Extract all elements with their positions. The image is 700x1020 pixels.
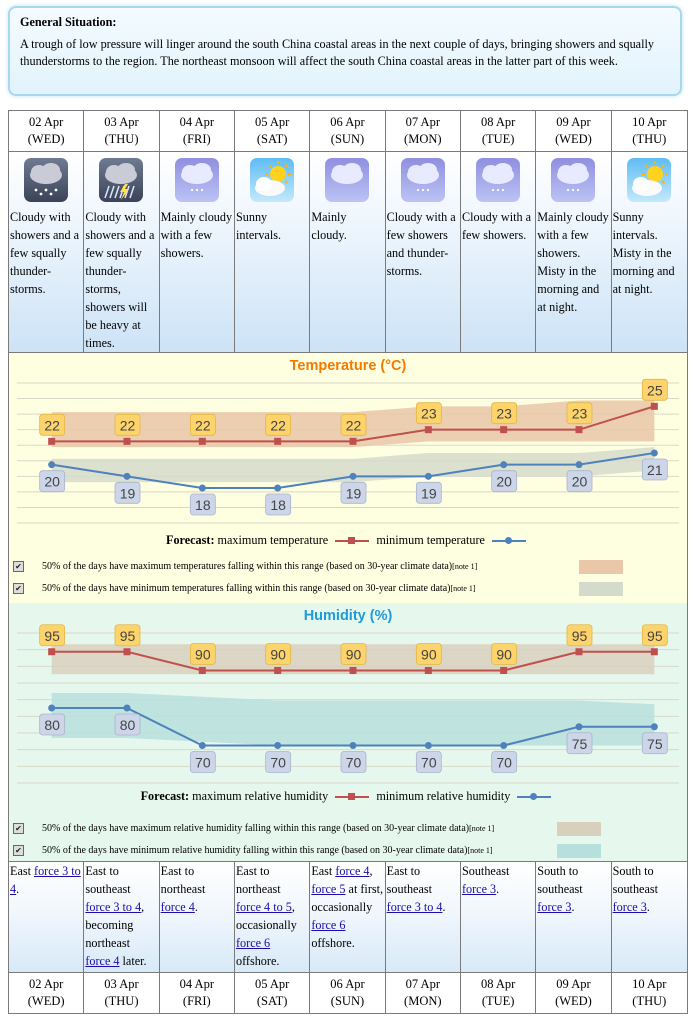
temperature-chart-title: Temperature (°C) bbox=[289, 358, 407, 374]
max-value-label: 23 bbox=[496, 405, 512, 422]
light-showers-icon bbox=[476, 158, 520, 202]
note-link[interactable]: [note 1] bbox=[450, 584, 476, 593]
min-value-label: 20 bbox=[496, 473, 512, 490]
wind-text: East bbox=[311, 864, 336, 878]
min-value-label: 70 bbox=[195, 754, 211, 771]
hum-min-range-toggle[interactable] bbox=[9, 845, 687, 856]
range-max-text: 50% of the days have maximum temperatures falling within this range (based on 30-year climate data) bbox=[42, 561, 453, 572]
max-point bbox=[274, 438, 281, 445]
legend-max-label: maximum temperature bbox=[217, 533, 329, 547]
min-range-swatch bbox=[557, 844, 601, 858]
max-value-label: 90 bbox=[270, 646, 286, 663]
min-point bbox=[199, 485, 206, 492]
weather-icon-wrap bbox=[10, 152, 82, 208]
beaufort-force-link[interactable]: force 4 bbox=[335, 864, 370, 878]
humidity-chart-title: Humidity (%) bbox=[303, 608, 393, 624]
weather-cell bbox=[160, 152, 235, 352]
note-link[interactable]: [note 1] bbox=[469, 824, 495, 833]
sunny-intervals-icon bbox=[250, 158, 294, 202]
heavy-showers-icon bbox=[24, 158, 68, 202]
max-point bbox=[48, 438, 55, 445]
max-value-label: 22 bbox=[195, 417, 211, 434]
beaufort-force-link[interactable]: force 6 bbox=[235, 936, 271, 950]
date-label: 10 Apr bbox=[632, 115, 667, 129]
wind-text: East to southeast bbox=[85, 864, 131, 896]
humidity-chart-panel bbox=[9, 603, 687, 862]
beaufort-force-link[interactable]: force 3 bbox=[537, 900, 572, 914]
date-label: 05 Apr bbox=[254, 115, 290, 129]
weather-cell bbox=[536, 152, 611, 352]
cloudy-icon bbox=[325, 158, 369, 202]
date-label: 04 Apr bbox=[179, 977, 214, 991]
weekday-label: (SUN) bbox=[330, 132, 365, 146]
max-point bbox=[48, 648, 55, 655]
weekday-label: (MON) bbox=[404, 994, 442, 1008]
weather-cell bbox=[386, 152, 461, 352]
max-value-label: 90 bbox=[421, 646, 437, 663]
wind-row bbox=[9, 862, 687, 972]
min-value-label: 80 bbox=[44, 717, 60, 733]
wind-text: , bbox=[369, 864, 373, 878]
light-showers-icon bbox=[551, 158, 595, 202]
wind-text: offshore. bbox=[235, 954, 280, 968]
min-value-label: 19 bbox=[421, 485, 437, 502]
wind-text: , becoming northeast bbox=[85, 900, 145, 950]
checkbox[interactable]: ✔ bbox=[13, 823, 24, 834]
legend-max-marker bbox=[335, 535, 369, 547]
max-value-label: 95 bbox=[571, 627, 588, 644]
weather-icon-wrap bbox=[161, 152, 233, 208]
min-range-swatch bbox=[579, 582, 623, 596]
beaufort-force-link[interactable]: force 3 to 4 bbox=[386, 900, 443, 914]
weather-cell bbox=[84, 152, 159, 352]
max-point bbox=[274, 667, 281, 674]
date-label: 10 Apr bbox=[632, 977, 667, 991]
beaufort-force-link[interactable]: force 5 bbox=[311, 882, 346, 896]
max-point bbox=[425, 426, 432, 433]
date-cell bbox=[536, 973, 611, 1014]
date-header-row bbox=[9, 111, 687, 152]
weekday-label: (TUE) bbox=[481, 132, 515, 146]
min-point bbox=[425, 742, 432, 749]
wind-text: . bbox=[442, 900, 446, 914]
weather-cell bbox=[9, 152, 84, 352]
date-label: 06 Apr bbox=[330, 115, 365, 129]
max-range-swatch bbox=[557, 822, 601, 836]
max-range-swatch bbox=[579, 560, 623, 574]
min-value-label: 70 bbox=[345, 754, 362, 771]
date-cell bbox=[84, 973, 159, 1014]
min-value-label: 70 bbox=[421, 754, 437, 771]
general-situation-text: A trough of low pressure will linger around the south China coastal areas in the next couple of days, bringing showers and squally thunderstorms to the region. The northeast monsoon will affect the south China coastal areas in the latter part of this week. bbox=[20, 37, 654, 68]
date-label: 05 Apr bbox=[254, 977, 290, 991]
wind-text: East to southeast bbox=[386, 864, 432, 896]
legend-max-marker bbox=[335, 791, 369, 803]
note-link[interactable]: [note 1] bbox=[467, 846, 493, 855]
legend-prefix: Forecast: bbox=[166, 533, 215, 547]
min-value-label: 20 bbox=[44, 473, 60, 490]
temp-max-range-toggle[interactable] bbox=[9, 561, 687, 572]
weather-row bbox=[9, 152, 687, 353]
weather-description: Cloudy with showers and a few squally thunder-storms, showers will be heavy at times. bbox=[85, 210, 155, 350]
max-value-label: 90 bbox=[195, 646, 211, 663]
weather-icon-wrap bbox=[387, 152, 459, 208]
weekday-label: (THU) bbox=[104, 132, 139, 146]
weekday-label: (THU) bbox=[104, 994, 139, 1008]
weekday-label: (MON) bbox=[404, 132, 442, 146]
weather-icon-wrap bbox=[537, 152, 609, 208]
wind-text: Southeast bbox=[461, 864, 510, 878]
range-min-text: 50% of the days have minimum relative humidity falling within this range (based on 30-year climate data) bbox=[42, 845, 468, 856]
wind-text: South to southeast bbox=[612, 864, 658, 896]
wind-cell bbox=[235, 862, 310, 972]
min-point bbox=[274, 485, 281, 492]
max-point bbox=[425, 667, 432, 674]
max-point bbox=[500, 426, 507, 433]
date-label: 03 Apr bbox=[104, 977, 139, 991]
weather-icon-wrap bbox=[462, 152, 534, 208]
date-footer-row bbox=[9, 972, 687, 1014]
light-showers-icon bbox=[401, 158, 445, 202]
hum-max-range-toggle[interactable] bbox=[9, 823, 687, 834]
min-value-label: 21 bbox=[647, 462, 663, 478]
min-point bbox=[651, 723, 658, 730]
min-range-band bbox=[52, 693, 655, 746]
min-point bbox=[350, 473, 357, 480]
min-point bbox=[651, 450, 658, 457]
date-cell bbox=[235, 973, 310, 1014]
wind-text: East to northeast bbox=[235, 864, 281, 896]
weather-icon-wrap bbox=[613, 152, 686, 208]
weather-description: Mainly cloudy with a few showers. Misty in the morning and at night. bbox=[537, 210, 609, 314]
max-value-label: 95 bbox=[647, 627, 663, 644]
min-value-label: 75 bbox=[647, 735, 663, 752]
max-value-label: 22 bbox=[270, 417, 286, 434]
date-label: 02 Apr bbox=[28, 977, 64, 991]
checkbox[interactable]: ✔ bbox=[13, 583, 24, 594]
weather-description: Cloudy with a few showers. bbox=[461, 210, 532, 242]
max-value-label: 22 bbox=[44, 417, 60, 434]
light-showers-icon bbox=[175, 158, 219, 202]
general-situation-title: General Situation: bbox=[20, 15, 117, 29]
general-situation-box bbox=[8, 6, 682, 96]
max-value-label: 25 bbox=[647, 382, 663, 399]
temperature-legend bbox=[9, 533, 687, 548]
checkbox[interactable]: ✔ bbox=[13, 845, 24, 856]
date-cell bbox=[612, 111, 687, 151]
wind-text: , occasionally bbox=[235, 900, 297, 932]
wind-text: . bbox=[16, 882, 20, 896]
max-point bbox=[350, 667, 357, 674]
weekday-label: (SAT) bbox=[256, 132, 288, 146]
sunny-intervals-icon bbox=[627, 158, 671, 202]
temp-min-range-toggle[interactable] bbox=[9, 583, 687, 594]
weekday-label: (SAT) bbox=[256, 994, 288, 1008]
date-label: 02 Apr bbox=[28, 115, 64, 129]
beaufort-force-link[interactable]: force 6 bbox=[311, 918, 346, 932]
max-point bbox=[500, 667, 507, 674]
beaufort-force-link[interactable]: force 3 to 4 bbox=[10, 864, 81, 896]
max-point bbox=[199, 438, 206, 445]
weather-icon-wrap bbox=[236, 152, 308, 208]
date-cell bbox=[461, 973, 536, 1014]
min-point bbox=[576, 461, 583, 468]
wind-cell bbox=[9, 862, 84, 972]
wind-cell bbox=[160, 862, 235, 972]
weekday-label: (FRI) bbox=[182, 132, 211, 146]
humidity-legend bbox=[9, 789, 687, 804]
min-point bbox=[199, 742, 206, 749]
weather-description: Mainly cloudy with a few showers. bbox=[160, 210, 233, 260]
date-cell bbox=[9, 973, 84, 1014]
weekday-label: (FRI) bbox=[182, 994, 211, 1008]
wind-cell bbox=[84, 862, 159, 972]
weekday-label: (THU) bbox=[632, 132, 667, 146]
max-point bbox=[651, 648, 658, 655]
max-value-label: 23 bbox=[421, 405, 437, 422]
min-point bbox=[500, 461, 507, 468]
beaufort-force-link[interactable]: force 4 bbox=[160, 900, 195, 914]
date-cell bbox=[612, 973, 687, 1014]
legend-min-label: minimum relative humidity bbox=[376, 789, 511, 803]
min-value-label: 18 bbox=[195, 497, 211, 513]
max-point bbox=[124, 648, 131, 655]
min-point bbox=[274, 742, 281, 749]
date-cell bbox=[310, 111, 385, 151]
max-point bbox=[651, 403, 658, 410]
max-point bbox=[576, 648, 583, 655]
max-value-label: 22 bbox=[345, 417, 362, 434]
max-value-label: 95 bbox=[44, 627, 60, 644]
beaufort-force-link[interactable]: force 4 to 5 bbox=[235, 900, 292, 914]
weather-icon-wrap bbox=[85, 152, 157, 208]
date-label: 07 Apr bbox=[405, 977, 440, 991]
min-point bbox=[124, 705, 131, 712]
wind-text: offshore. bbox=[311, 936, 355, 950]
wind-text: . bbox=[571, 900, 575, 914]
beaufort-force-link[interactable]: force 3 to 4 bbox=[85, 900, 142, 914]
weekday-label: (THU) bbox=[632, 994, 667, 1008]
wind-cell bbox=[461, 862, 536, 972]
min-point bbox=[425, 473, 432, 480]
date-label: 08 Apr bbox=[480, 977, 516, 991]
date-label: 08 Apr bbox=[480, 115, 516, 129]
wind-cell bbox=[536, 862, 611, 972]
weekday-label: (WED) bbox=[27, 132, 65, 146]
wind-text: South to southeast bbox=[537, 864, 583, 896]
max-point bbox=[199, 667, 206, 674]
wind-text: East bbox=[10, 864, 35, 878]
min-value-label: 70 bbox=[496, 754, 512, 771]
date-cell bbox=[536, 111, 611, 151]
max-value-label: 22 bbox=[119, 417, 136, 434]
beaufort-force-link[interactable]: force 3 bbox=[461, 882, 497, 896]
wind-text: . bbox=[646, 900, 650, 914]
temperature-chart-panel bbox=[9, 353, 687, 604]
min-value-label: 18 bbox=[270, 497, 286, 513]
weather-cell bbox=[612, 152, 687, 352]
range-min-text: 50% of the days have minimum temperatures falling within this range (based on 30-year climate data) bbox=[42, 583, 451, 594]
weather-icon-wrap bbox=[311, 152, 383, 208]
min-point bbox=[576, 723, 583, 730]
min-value-label: 80 bbox=[119, 717, 136, 733]
legend-min-label: minimum temperature bbox=[376, 533, 485, 547]
wind-cell bbox=[386, 862, 461, 972]
legend-min-marker bbox=[517, 791, 551, 803]
beaufort-force-link[interactable]: force 3 bbox=[612, 900, 647, 914]
weekday-label: (SUN) bbox=[330, 994, 365, 1008]
min-value-label: 70 bbox=[270, 754, 286, 771]
date-label: 09 Apr bbox=[556, 977, 591, 991]
min-value-label: 19 bbox=[345, 485, 362, 502]
date-cell bbox=[310, 973, 385, 1014]
min-value-label: 75 bbox=[571, 735, 588, 752]
weather-description: Cloudy with showers and a few squally thunder-storms. bbox=[10, 210, 80, 296]
range-max-text: 50% of the days have maximum relative humidity falling within this range (based on 30-year climate data) bbox=[42, 823, 470, 834]
legend-min-marker bbox=[492, 535, 526, 547]
wind-text: . bbox=[194, 900, 198, 914]
wind-text: . bbox=[496, 882, 500, 896]
date-cell bbox=[160, 111, 235, 151]
weather-description: Sunny intervals. bbox=[235, 210, 281, 242]
max-value-label: 90 bbox=[345, 646, 362, 663]
date-label: 07 Apr bbox=[405, 115, 440, 129]
nine-day-forecast-table bbox=[8, 110, 688, 1014]
date-label: 09 Apr bbox=[556, 115, 591, 129]
date-cell bbox=[386, 111, 461, 151]
weekday-label: (TUE) bbox=[481, 994, 515, 1008]
max-point bbox=[576, 426, 583, 433]
weekday-label: (WED) bbox=[555, 994, 592, 1008]
wind-text: later. bbox=[119, 954, 147, 968]
min-point bbox=[500, 742, 507, 749]
legend-prefix: Forecast: bbox=[140, 789, 190, 803]
max-value-label: 90 bbox=[496, 646, 512, 663]
max-point bbox=[350, 438, 357, 445]
checkbox[interactable]: ✔ bbox=[13, 561, 24, 572]
max-value-label: 95 bbox=[119, 627, 136, 644]
weather-cell bbox=[461, 152, 536, 352]
min-point bbox=[48, 705, 55, 712]
min-point bbox=[124, 473, 131, 480]
weather-cell bbox=[310, 152, 385, 352]
wind-text: at first, occasionally bbox=[311, 882, 384, 914]
min-value-label: 19 bbox=[119, 485, 136, 502]
date-cell bbox=[9, 111, 84, 151]
wind-cell bbox=[310, 862, 385, 972]
wind-text: East to northeast bbox=[160, 864, 206, 896]
max-point bbox=[124, 438, 131, 445]
date-cell bbox=[84, 111, 159, 151]
min-value-label: 20 bbox=[571, 473, 588, 490]
min-point bbox=[48, 461, 55, 468]
weekday-label: (WED) bbox=[27, 994, 65, 1008]
weekday-label: (WED) bbox=[555, 132, 592, 146]
date-label: 06 Apr bbox=[330, 977, 365, 991]
min-point bbox=[350, 742, 357, 749]
weather-description: Mainly cloudy. bbox=[311, 210, 347, 242]
weather-description: Cloudy with a few showers and thunder-storms. bbox=[386, 210, 456, 278]
date-cell bbox=[461, 111, 536, 151]
wind-cell bbox=[612, 862, 687, 972]
note-link[interactable]: [note 1] bbox=[452, 562, 478, 571]
date-label: 04 Apr bbox=[179, 115, 214, 129]
thunderstorm-icon bbox=[99, 158, 143, 202]
beaufort-force-link[interactable]: force 4 bbox=[85, 954, 120, 968]
date-cell bbox=[386, 973, 461, 1014]
weather-cell bbox=[235, 152, 310, 352]
legend-max-label: maximum relative humidity bbox=[192, 789, 329, 803]
date-cell bbox=[235, 111, 310, 151]
date-cell bbox=[160, 973, 235, 1014]
date-label: 03 Apr bbox=[104, 115, 139, 129]
weather-description: Sunny intervals. Misty in the morning and at night. bbox=[612, 210, 675, 296]
max-value-label: 23 bbox=[571, 405, 588, 422]
